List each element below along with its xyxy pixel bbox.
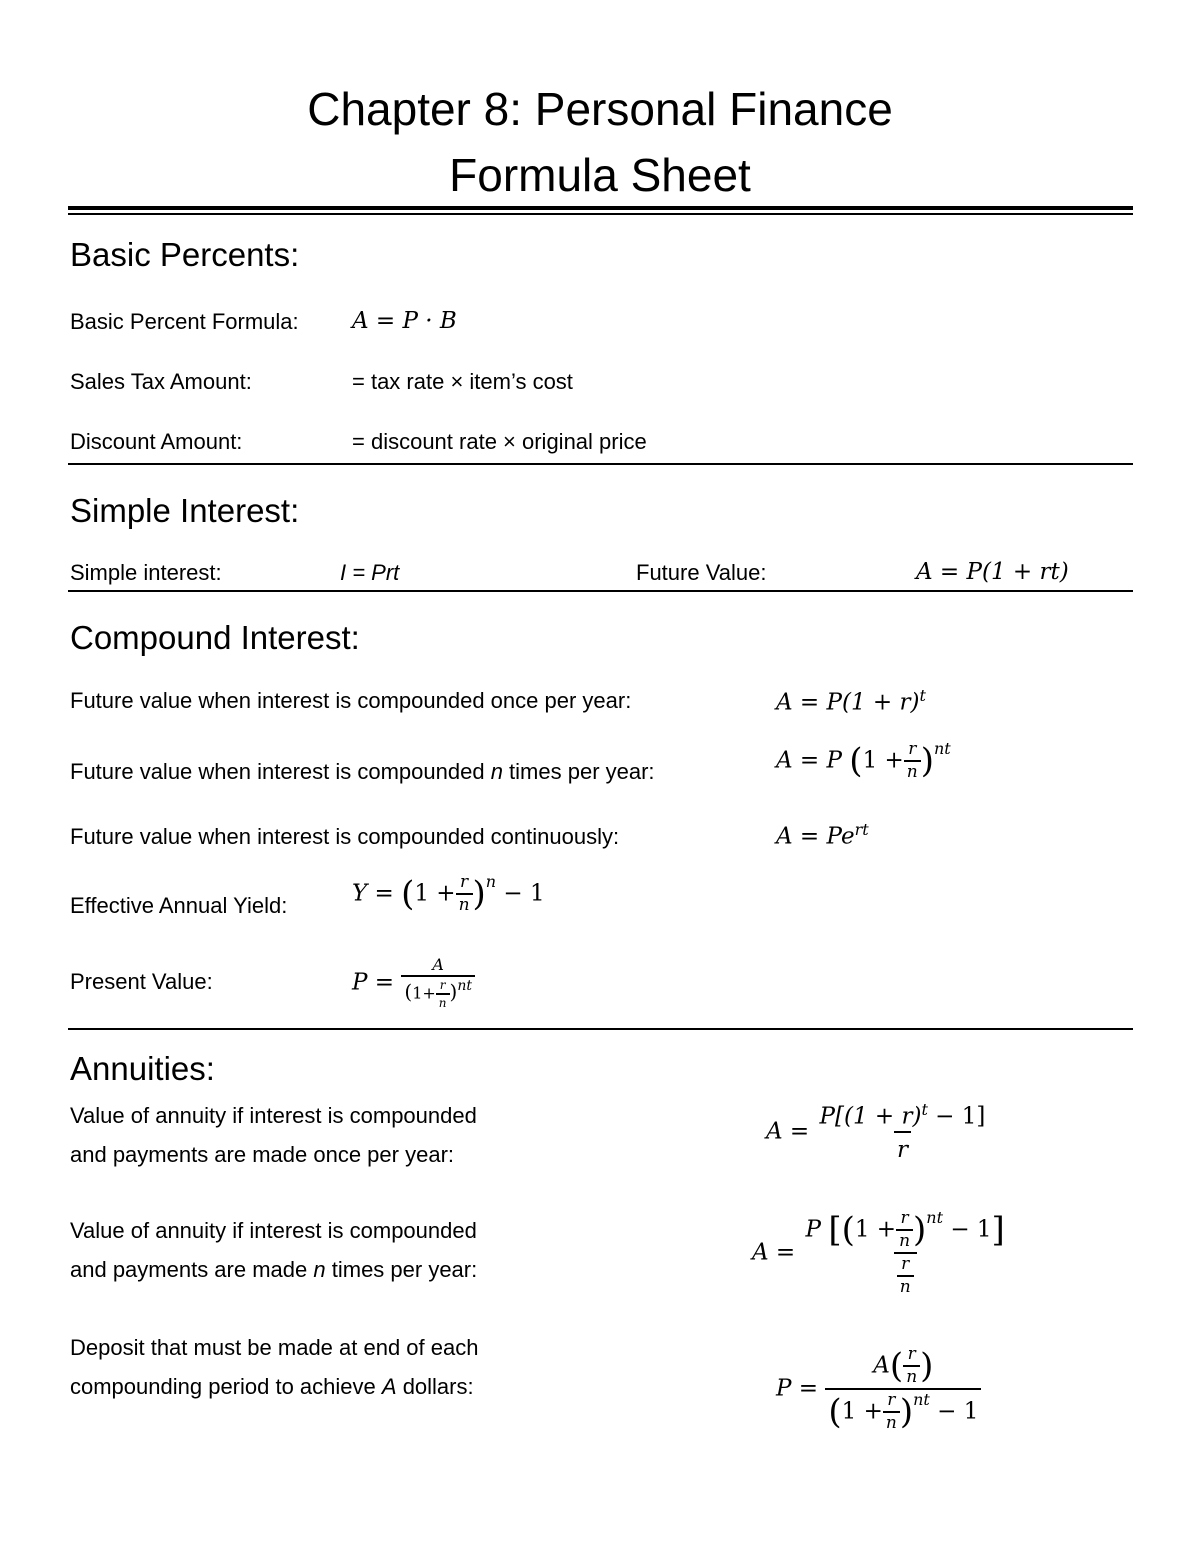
present-value-formula: P = A (1+ $\frac{r}{n}$ )nt (352, 957, 475, 1009)
section-divider (68, 590, 1133, 592)
section-divider (68, 463, 1133, 465)
page-title: Chapter 8: Personal Finance (307, 83, 893, 135)
title-double-rule-bottom (68, 213, 1133, 215)
basic-percent-formula: A = P · B (352, 308, 457, 334)
annuity-n-times-formula: A = P [(1 + $\frac{r}{n}$ )$^{nt}$ − 1] $\frac{r}{n}$ (752, 1208, 1005, 1297)
future-value-label: Future Value: (636, 560, 767, 585)
compound-n-times-label: Future value when interest is compounded n times per year: (70, 759, 655, 784)
simple-interest-label: Simple interest: (70, 560, 222, 585)
annuity-once-label-line1: Value of annuity if interest is compounded (70, 1103, 477, 1128)
section-heading-compound-interest: Compound Interest: (70, 619, 360, 656)
compound-continuous-formula: $A = Pe^{rt}$ (776, 820, 869, 850)
section-heading-simple-interest: Simple Interest: (70, 492, 300, 529)
title-double-rule-top (68, 206, 1133, 210)
sales-tax-label: Sales Tax Amount: (70, 369, 252, 394)
compound-continuous-label: Future value when interest is compounded continuously: (70, 824, 620, 849)
discount-formula: = discount rate × original price (352, 429, 647, 454)
deposit-formula: P = A( $\frac{r}{n}$ ) (1 + $\frac{r}{n}$ )$^{nt}$ − 1 (776, 1346, 981, 1432)
section-heading-basic-percents: Basic Percents: (70, 236, 300, 273)
sales-tax-formula: = tax rate × item’s cost (352, 369, 573, 394)
effective-annual-yield-label: Effective Annual Yield: (70, 893, 288, 918)
present-value-label: Present Value: (70, 969, 213, 994)
effective-annual-yield-formula: Y = (1 + $\frac{r}{n}$ )$^n$ − 1 (352, 872, 545, 915)
section-divider (68, 1028, 1133, 1030)
page-subtitle: Formula Sheet (449, 149, 751, 201)
deposit-label-line1: Deposit that must be made at end of each (70, 1335, 479, 1360)
compound-n-times-formula: A = P (1 + $\frac{r}{n}$ )$^{nt}$ (776, 739, 951, 782)
basic-percent-label: Basic Percent Formula: (70, 309, 299, 334)
compound-once-label: Future value when interest is compounded once per year: (70, 688, 632, 713)
section-heading-annuities: Annuities: (70, 1050, 215, 1087)
annuity-once-formula: A = $\frac{P[(1 + r)^t - 1]}{r}$ (766, 1100, 986, 1163)
compound-once-formula: $A = P(1 + r)^t$ (776, 686, 926, 716)
annuity-n-times-label-line2: and payments are made n times per year: (70, 1257, 478, 1282)
annuity-once-label-line2: and payments are made once per year: (70, 1142, 455, 1167)
annuity-n-times-label-line1: Value of annuity if interest is compounded (70, 1218, 477, 1243)
future-value-formula: A = P(1 + rt) (916, 559, 1069, 585)
deposit-label-line2: compounding period to achieve A dollars: (70, 1374, 474, 1399)
discount-label: Discount Amount: (70, 429, 243, 454)
simple-interest-formula: I = Prt (340, 560, 400, 585)
